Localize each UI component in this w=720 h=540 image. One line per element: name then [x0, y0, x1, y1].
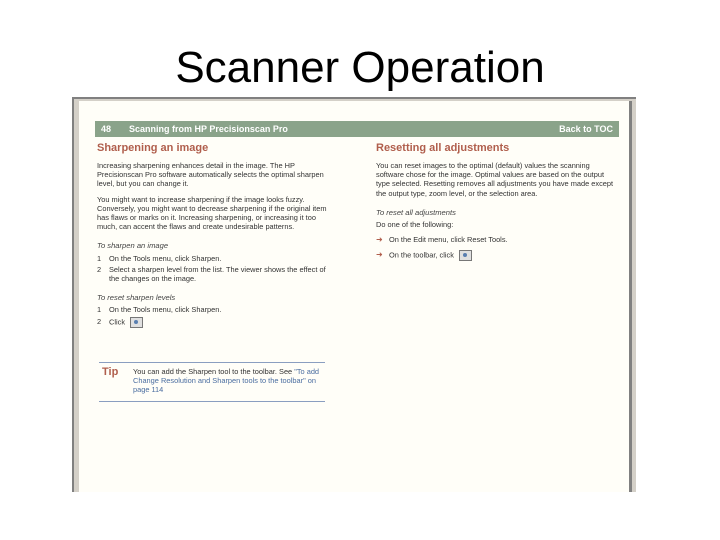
step-text: Click	[109, 317, 126, 327]
step-text: Select a sharpen level from the list. The viewer shows the effect of the changes on the image.	[109, 264, 326, 284]
procedure-step	[97, 317, 335, 328]
step-number: 2	[97, 264, 102, 274]
tip-cross-reference-link[interactable]: "To add Change Resolution and Sharpen tools to the toolbar" on page 114	[133, 367, 320, 395]
sharpening-intro-paragraph: Increasing sharpening enhances detail in the image. The HP Precisionscan Pro software automatically selects the optimal sharpen level, but you can change it.	[97, 161, 324, 189]
step-number: 1	[97, 305, 102, 315]
tip-label: Tip	[102, 366, 119, 378]
option-text: On the toolbar, click	[389, 250, 454, 260]
step-text: On the Tools menu, click Sharpen.	[109, 253, 222, 263]
document-page	[79, 101, 632, 492]
procedure-heading-reset-all: To reset all adjustments	[376, 207, 456, 217]
procedure-heading-reset-sharpen: To reset sharpen levels	[97, 293, 176, 303]
back-to-toc-link[interactable]: Back to TOC	[559, 124, 613, 134]
section-title-sharpening: Sharpening an image	[97, 142, 209, 154]
reset-sharpen-tool-icon	[130, 317, 143, 328]
sharpening-detail-paragraph: You might want to increase sharpening if the image looks fuzzy. Conversely, you might want to decrease sharpening if the original item has flaws or marks on it. Increasing sharpening, or increasing it too much, can accent the flaws and create undesirable patterns.	[97, 194, 327, 232]
procedure-heading-sharpen: To sharpen an image	[97, 241, 169, 251]
procedure-step	[97, 265, 335, 283]
procedure-step	[97, 305, 335, 314]
resetting-paragraph: You can reset images to the optimal (default) values the scanning software chose for the image. Optimal values are based on the output type selected. Resetting removes all adjustments you have made except the output type, zoom level, or the selection area.	[376, 161, 614, 198]
tip-body: You can add the Sharpen tool to the toolbar. See	[133, 367, 293, 376]
procedure-intro: Do one of the following:	[376, 220, 454, 230]
tip-text	[133, 367, 325, 395]
procedure-option	[376, 250, 614, 261]
section-title-resetting: Resetting all adjustments	[376, 142, 510, 154]
document-screenshot	[72, 97, 636, 492]
page-number: 48	[101, 124, 112, 134]
reset-tools-icon	[459, 250, 472, 261]
step-number: 2	[97, 316, 102, 326]
left-column	[97, 141, 335, 330]
procedure-step	[97, 254, 335, 263]
option-text: On the Edit menu, click Reset Tools.	[389, 235, 508, 245]
arrow-right-icon: ➜	[376, 250, 383, 260]
tip-box	[99, 362, 325, 402]
step-text: On the Tools menu, click Sharpen.	[109, 305, 222, 315]
slide-title: Scanner Operation	[175, 43, 545, 92]
step-number: 1	[97, 253, 102, 263]
procedure-option	[376, 235, 614, 244]
page-header-bar	[95, 121, 619, 137]
right-column	[376, 141, 614, 267]
chapter-title: Scanning from HP Precisionscan Pro	[129, 124, 288, 134]
arrow-right-icon: ➜	[376, 235, 383, 245]
